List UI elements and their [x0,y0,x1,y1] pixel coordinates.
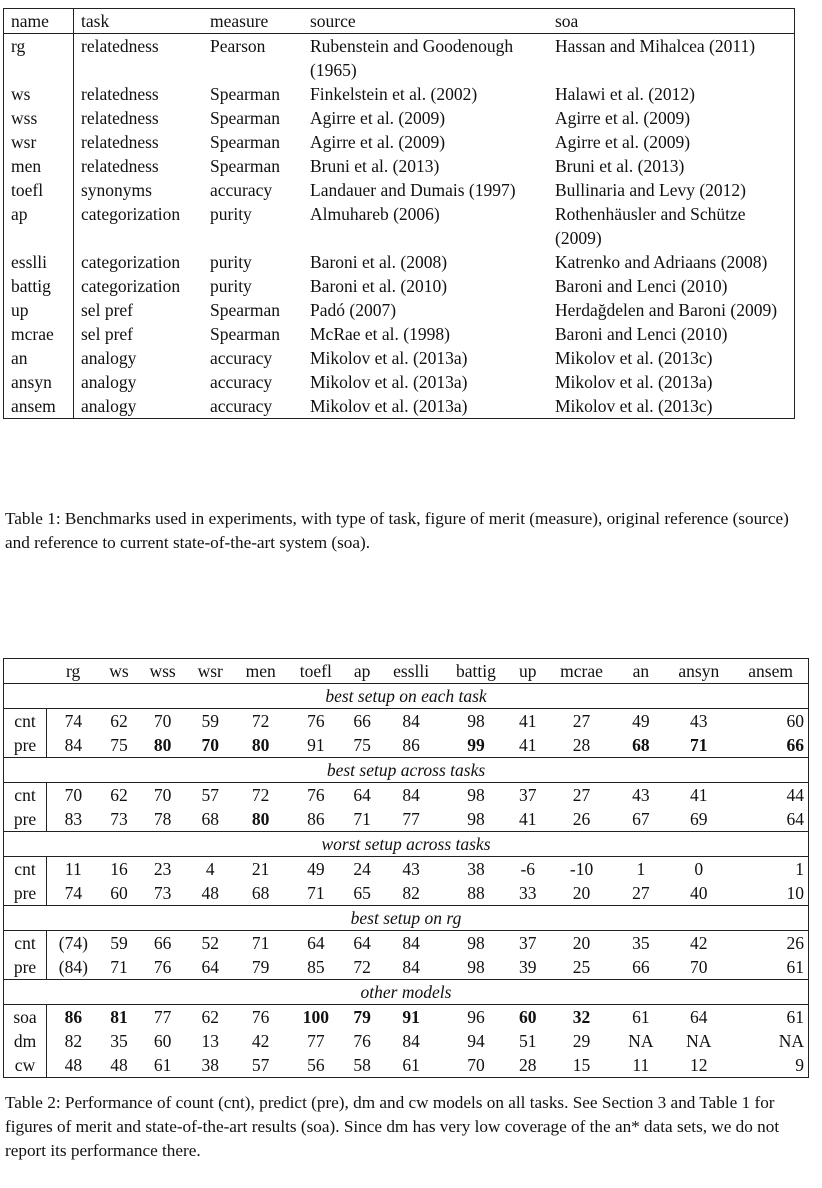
table2-cell-ws: 73 [110,809,128,829]
table2-cell-wss: 23 [153,859,172,879]
table2-row-cnt [4,709,809,734]
table2-row-label: pre [4,955,47,980]
table1-row [4,106,795,130]
table2-cell-battig: 98 [467,785,485,805]
table2-cell-an: 49 [632,711,650,731]
table2-cell-battig: 88 [467,883,485,903]
table2-cell-rg: 74 [64,711,83,731]
table1-cell-source: Baroni et al. (2010) [310,276,448,296]
table1-col-task: task [74,9,204,34]
table1-cell-task: relatedness [81,132,159,152]
table2-cell-ap: 75 [353,735,371,755]
table2-cell-mcrae: 32 [572,1007,591,1027]
table2-cell-up: 28 [518,1055,537,1075]
table1-row [4,394,795,419]
table2-row-cw [4,1053,809,1078]
table2-row-cnt [4,783,809,808]
table1-col-soa: soa [548,9,795,34]
table2-cell-toefl: 76 [307,711,325,731]
table1-body [4,34,795,419]
table2-cell-ap: 24 [353,859,371,879]
table1-cell-measure: Spearman [210,156,280,176]
table2-row-label: pre [4,881,47,906]
table1-cell-source: Agirre et al. (2009) [310,108,446,128]
table1-cell-source: Padó (2007) [310,300,397,320]
table2-cell-mcrae: 29 [572,1031,591,1051]
table2-cell-men: 80 [251,809,270,829]
table2-cell-esslli: 82 [402,883,420,903]
table1-cell-measure: Pearson [210,36,266,56]
table1-header-row [4,9,795,34]
table2-row-pre [4,733,809,758]
table2-cell-ws: 59 [110,933,128,953]
table2-cell-ansyn: 0 [694,859,704,879]
table2-cell-an: 43 [632,785,650,805]
table1-cell-source: Bruni et al. (2013) [310,156,440,176]
table1-cell-source: Landauer and Dumais (1997) [310,180,516,200]
table2-cell-toefl: 77 [307,1031,325,1051]
table2-cell-ap: 79 [353,1007,371,1027]
table2-cell-esslli: 91 [402,1007,420,1027]
table1-col-measure: measure [203,9,303,34]
table1-cell-name: esslli [4,250,74,274]
table2-cell-battig: 98 [467,809,485,829]
table2-col-ansem: ansem [748,661,793,681]
table1-col-source: source [303,9,548,34]
table2-cell-esslli: 84 [402,1031,420,1051]
table1-cell-source: Mikolov et al. (2013a) [310,372,468,392]
table2-cell-ansem: 64 [786,809,804,829]
table2-cell-men: 57 [251,1055,270,1075]
table2-cell-esslli: 86 [402,735,420,755]
table2-header-row [4,659,809,684]
table2-cell-ansem: 10 [786,883,804,903]
table1-cell-task: sel pref [81,300,133,320]
table2-cell-wss: 60 [153,1031,172,1051]
table1-cell-soa: Hassan and Mihalcea (2011) [555,36,756,56]
table2-cell-battig: 38 [467,859,485,879]
table2-cell-ansem: 61 [786,1007,804,1027]
table2-cell-rg: 84 [64,735,83,755]
table1-cell-task: relatedness [81,84,159,104]
table2-cell-ws: 48 [110,1055,128,1075]
table2-cell-wss: 77 [153,1007,172,1027]
table2-cell-ansyn: 12 [690,1055,708,1075]
table2-row-label: pre [4,733,47,758]
table2-cell-wss: 61 [153,1055,172,1075]
table1-row [4,370,795,394]
table2-col-ansyn: ansyn [678,661,720,681]
table2-col-rg: rg [65,661,81,681]
table1-caption: Table 1: Benchmarks used in experiments, with type of task, figure of merit (measure), original reference (source) and reference to current state-of-the-art system (soa). [5,509,789,552]
table2-cell-wsr: 68 [201,809,219,829]
table1-cell-soa: Bruni et al. (2013) [555,156,685,176]
table1-cell-soa: Agirre et al. (2009) [555,108,691,128]
table2-cell-wss: 80 [153,735,172,755]
table1-row [4,202,795,250]
table2-corner [4,659,47,684]
table1-cell-name: ansyn [4,370,74,394]
table2-cell-wss: 78 [153,809,172,829]
table2-cell-battig: 98 [467,957,485,977]
benchmarks-table [3,8,795,419]
table2-row-dm [4,1029,809,1053]
table2-cell-ansyn: 69 [690,809,708,829]
table1-row [4,250,795,274]
table2-cell-men: 72 [251,711,270,731]
table2-cell-rg: 74 [64,883,83,903]
table1-row [4,34,795,83]
table2-cell-men: 80 [251,735,270,755]
table2-cell-up: 41 [518,711,537,731]
table2-body [4,684,809,1078]
table2-cell-an: NA [628,1031,654,1051]
table1-cell-measure: purity [210,276,252,296]
table1-cell-task: relatedness [81,156,159,176]
table2-cell-ansyn: 71 [690,735,708,755]
table2-cell-ansyn: 43 [690,711,708,731]
table2-row-pre [4,807,809,832]
table2-cell-ws: 75 [110,735,128,755]
table2-cell-mcrae: 20 [572,933,591,953]
table2-cell-esslli: 84 [402,785,420,805]
table2-cell-men: 68 [251,883,270,903]
table1-cell-source: Mikolov et al. (2013a) [310,396,468,416]
table1-cell-name: ansem [4,394,74,419]
table1-row [4,322,795,346]
table2-cell-up: 39 [518,957,537,977]
table1-cell-soa: Mikolov et al. (2013c) [555,348,713,368]
table2-cell-wsr: 70 [201,735,219,755]
table2-cell-mcrae: 25 [572,957,591,977]
table2-cell-ws: 62 [110,785,128,805]
table1-cell-soa: Herdağdelen and Baroni (2009) [555,300,778,320]
table1-cell-measure: Spearman [210,324,280,344]
table2-cell-mcrae: -10 [569,859,594,879]
table2-cell-esslli: 84 [402,957,420,977]
table2-cell-battig: 98 [467,933,485,953]
table1-col-name: name [4,9,74,34]
table1-cell-soa: Halawi et al. (2012) [555,84,695,104]
table1-row [4,130,795,154]
table1-cell-task: sel pref [81,324,133,344]
table2-cell-ansyn: 70 [690,957,708,977]
table2-col-esslli: esslli [393,661,430,681]
table2-cell-esslli: 84 [402,711,420,731]
table2-row-label: soa [4,1005,47,1030]
table2-cell-men: 71 [251,933,270,953]
table2-cell-battig: 96 [467,1007,485,1027]
table2-cell-up: 51 [518,1031,537,1051]
table1-cell-source: Agirre et al. (2009) [310,132,446,152]
table2-cell-ansyn: NA [686,1031,712,1051]
table1-row [4,82,795,106]
table2-cell-wsr: 13 [201,1031,219,1051]
table2-cell-ap: 71 [353,809,371,829]
table2-cell-ws: 60 [110,883,128,903]
table1-cell-task: analogy [81,396,137,416]
table2-cell-up: 37 [518,933,537,953]
table2-cell-ansyn: 40 [690,883,708,903]
table2-cell-ansem: 9 [795,1055,804,1075]
table2-cell-up: 41 [518,735,537,755]
table2-cell-men: 79 [251,957,270,977]
table2-col-wsr: wsr [197,661,223,681]
table1-cell-soa: Agirre et al. (2009) [555,132,691,152]
table2-cell-ws: 62 [110,711,128,731]
table2-cell-ap: 66 [353,711,371,731]
table1-cell-soa: Baroni and Lenci (2010) [555,276,728,296]
table1-cell-measure: accuracy [210,372,273,392]
table2-row-label: cw [4,1053,47,1078]
table1-cell-measure: Spearman [210,84,280,104]
table2-cell-up: 37 [518,785,537,805]
table1-cell-task: categorization [81,276,181,296]
table2-row-pre [4,955,809,980]
table2-cell-mcrae: 15 [572,1055,591,1075]
table2-cell-ap: 58 [353,1055,371,1075]
table2-cell-up: 33 [518,883,537,903]
table2-section-row [4,832,809,857]
table2-cell-wsr: 57 [201,785,219,805]
table2-section-row [4,980,809,1005]
table2-cell-battig: 99 [467,735,485,755]
table1-cell-soa: Mikolov et al. (2013a) [555,372,713,392]
table1-row [4,178,795,202]
table1-cell-task: synonyms [81,180,152,200]
table1-cell-measure: purity [210,204,252,224]
table2-cell-mcrae: 26 [572,809,591,829]
table2-cell-ws: 16 [110,859,128,879]
table2-cell-esslli: 77 [402,809,420,829]
table2-col-ap: ap [353,661,371,681]
table2-cell-ansem: NA [778,1031,804,1051]
table2-row-soa [4,1005,809,1030]
table2-cell-rg: (84) [58,957,88,977]
table2-cell-toefl: 64 [307,933,325,953]
table2-row-label: dm [4,1029,47,1053]
table1-cell-measure: Spearman [210,132,280,152]
table1-row [4,298,795,322]
table2-section-title: best setup across tasks [4,758,809,783]
table2-cell-wss: 66 [153,933,172,953]
table2-col-toefl: toefl [299,661,332,681]
table2-cell-toefl: 85 [307,957,325,977]
table2-caption: Table 2: Performance of count (cnt), predict (pre), dm and cw models on all tasks. See Section 3 and Table 1 for figures of merit and state-of-the-art results (soa). Since dm has very low coverage of the an* data sets, we do not report its performance there. [5,1093,780,1160]
table1-cell-name: wsr [4,130,74,154]
table1-cell-task: categorization [81,252,181,272]
table2-cell-toefl: 100 [302,1007,329,1027]
table1-cell-task: relatedness [81,36,159,56]
table1-cell-name: toefl [4,178,74,202]
table2-section-title: best setup on rg [4,906,809,931]
table2-row-cnt [4,857,809,882]
table2-cell-rg: 11 [64,859,82,879]
table2-cell-an: 1 [636,859,646,879]
table1-cell-measure: accuracy [210,348,273,368]
table2-row-pre [4,881,809,906]
table2-col-an: an [632,661,650,681]
table1-cell-measure: accuracy [210,180,273,200]
table2-cell-up: -6 [520,859,536,879]
table2-cell-toefl: 56 [307,1055,325,1075]
table1-cell-measure: Spearman [210,300,280,320]
table1-cell-soa: Baroni and Lenci (2010) [555,324,728,344]
table2-cell-ap: 76 [353,1031,371,1051]
table2-cell-mcrae: 28 [572,735,591,755]
table1-cell-source: Almuhareb (2006) [310,204,440,224]
table2-cell-rg: 83 [64,809,83,829]
table2-cell-wsr: 52 [201,933,219,953]
table2-cell-ws: 71 [110,957,128,977]
table2-cell-toefl: 76 [307,785,325,805]
table2-cell-ansyn: 64 [690,1007,708,1027]
table1-cell-source: Rubenstein and Goodenough (1965) [310,36,514,80]
table2-cell-ansem: 66 [786,735,804,755]
table2-cell-wsr: 38 [201,1055,219,1075]
table2-cell-up: 41 [518,809,537,829]
table2-cell-battig: 70 [467,1055,485,1075]
table1-cell-task: analogy [81,372,137,392]
table2-cell-mcrae: 27 [572,711,591,731]
table1-row [4,154,795,178]
table2-cell-ansyn: 41 [690,785,708,805]
table2-section-title: best setup on each task [4,684,809,709]
table2-row-cnt [4,931,809,956]
table1-cell-soa: Bullinaria and Levy (2012) [555,180,746,200]
table2-cell-wss: 70 [153,711,172,731]
table2-cell-esslli: 43 [402,859,420,879]
table2-cell-ap: 65 [353,883,371,903]
table1-cell-measure: accuracy [210,396,273,416]
table2-cell-an: 67 [632,809,650,829]
table2-cell-mcrae: 20 [572,883,591,903]
table1-cell-source: Mikolov et al. (2013a) [310,348,468,368]
table1-cell-source: McRae et al. (1998) [310,324,450,344]
table2-cell-toefl: 49 [307,859,325,879]
table2-cell-up: 60 [518,1007,537,1027]
table1-cell-name: ap [4,202,74,250]
table2-cell-ansem: 61 [786,957,804,977]
table1-cell-soa: Katrenko and Adriaans (2008) [555,252,768,272]
table1-cell-measure: Spearman [210,108,280,128]
table2-cell-wss: 70 [153,785,172,805]
table2-row-label: cnt [4,931,47,956]
table2-cell-ansem: 60 [786,711,804,731]
table2-cell-men: 21 [251,859,270,879]
table2-cell-battig: 94 [467,1031,485,1051]
table1-cell-name: up [4,298,74,322]
table2-cell-ansem: 1 [795,859,804,879]
table2-cell-mcrae: 27 [572,785,591,805]
table2-section-row [4,684,809,709]
table2-cell-an: 11 [632,1055,650,1075]
table1-cell-task: relatedness [81,108,159,128]
table2-section-title: worst setup across tasks [4,832,809,857]
table2-section-row [4,758,809,783]
table2-cell-rg: 82 [64,1031,83,1051]
table2-cell-battig: 98 [467,711,485,731]
table1-cell-name: men [4,154,74,178]
table2-cell-ws: 81 [110,1007,128,1027]
performance-table [3,658,809,1078]
table2-cell-an: 27 [632,883,650,903]
table2-row-label: cnt [4,783,47,808]
table2-cell-wsr: 62 [201,1007,219,1027]
table2-cell-rg: 48 [64,1055,83,1075]
table2-col-up: up [518,661,537,681]
table1-cell-task: analogy [81,348,137,368]
table2-cell-ap: 64 [353,785,371,805]
table2-cell-wsr: 4 [205,859,215,879]
table2-col-battig: battig [456,661,496,681]
table2-cell-wss: 76 [153,957,172,977]
table1-row [4,274,795,298]
table2-cell-wsr: 59 [201,711,219,731]
table2-cell-rg: 70 [64,785,83,805]
table2-cell-rg: (74) [58,933,88,953]
table2-cell-men: 42 [251,1031,270,1051]
table2-row-label: cnt [4,709,47,734]
table2-cell-an: 61 [632,1007,650,1027]
table2-cell-toefl: 91 [307,735,325,755]
table2-col-men: men [245,661,276,681]
table2-cell-wss: 73 [153,883,172,903]
table1-cell-name: ws [4,82,74,106]
table2-cell-esslli: 61 [402,1055,420,1075]
table2-cell-ap: 72 [353,957,371,977]
table1-cell-soa: Mikolov et al. (2013c) [555,396,713,416]
table1-cell-task: categorization [81,204,181,224]
table2-cell-toefl: 71 [307,883,325,903]
table1-cell-measure: purity [210,252,252,272]
table2-cell-an: 66 [632,957,650,977]
table2-cell-ansyn: 42 [690,933,708,953]
table1-cell-source: Baroni et al. (2008) [310,252,448,272]
table2-cell-wsr: 48 [201,883,219,903]
table2-cell-an: 35 [632,933,650,953]
table2-cell-an: 68 [632,735,650,755]
table2-section-row [4,906,809,931]
table2-row-label: cnt [4,857,47,882]
table1-cell-name: an [4,346,74,370]
table2-cell-ws: 35 [110,1031,128,1051]
table2-cell-ap: 64 [353,933,371,953]
table2-cell-esslli: 84 [402,933,420,953]
table2-cell-ansem: 26 [786,933,804,953]
table2-cell-men: 72 [251,785,270,805]
table1-cell-name: mcrae [4,322,74,346]
table2-cell-men: 76 [251,1007,270,1027]
table1-row [4,346,795,370]
table1-cell-source: Finkelstein et al. (2002) [310,84,478,104]
table1-cell-name: wss [4,106,74,130]
table2-cell-ansem: 44 [786,785,804,805]
table2-section-title: other models [4,980,809,1005]
table2-cell-toefl: 86 [307,809,325,829]
table2-col-wss: wss [149,661,176,681]
table1-cell-name: battig [4,274,74,298]
table1-cell-name: rg [4,34,74,83]
table2-cell-rg: 86 [64,1007,83,1027]
table2-col-ws: ws [109,661,129,681]
table2-cell-wsr: 64 [201,957,219,977]
table1-cell-soa: Rothenhäusler and Schütze (2009) [555,204,746,248]
table2-col-mcrae: mcrae [560,661,603,681]
table2-row-label: pre [4,807,47,832]
